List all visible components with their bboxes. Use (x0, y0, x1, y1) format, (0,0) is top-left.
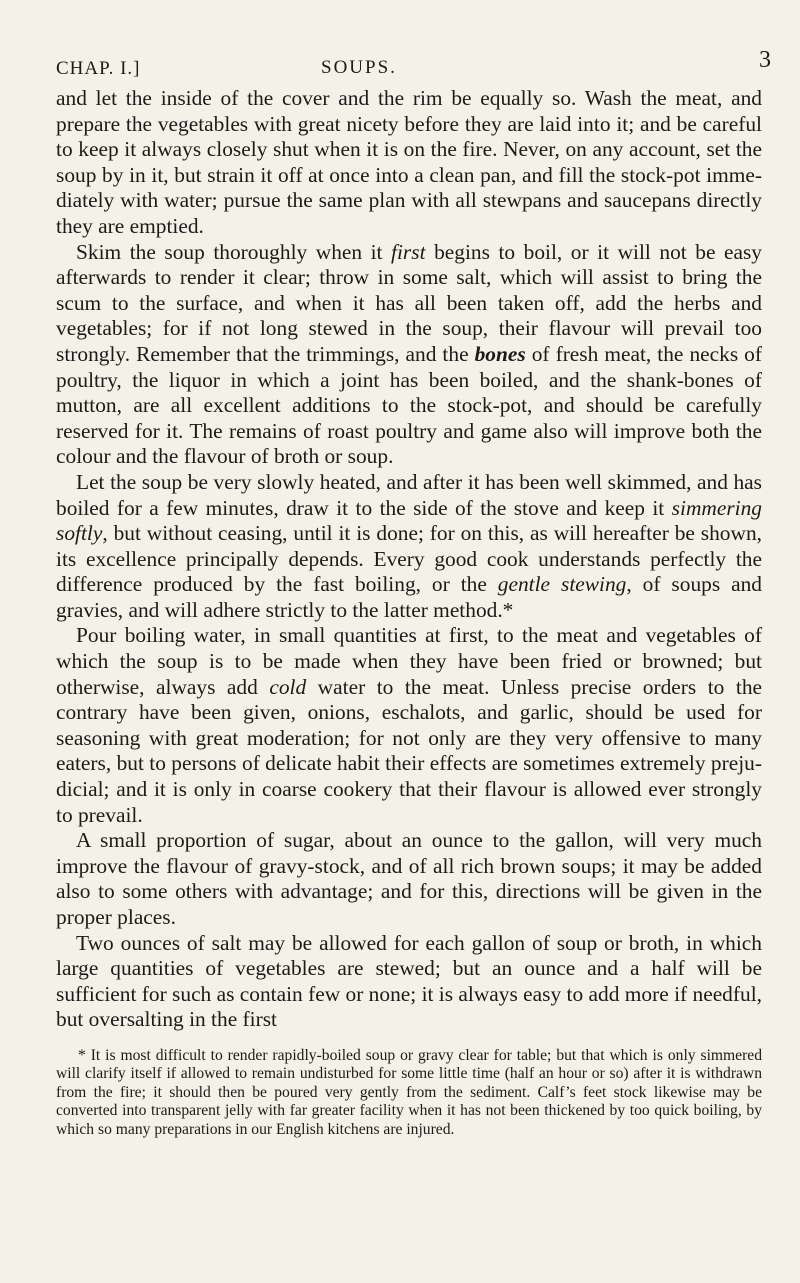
paragraph (56, 240, 762, 470)
paragraph (56, 828, 762, 930)
footnote-text: * It is most difficult to render rapidly-boiled soup or gravy clear for table; but that which is only simmered will clarify itself if allowed to remain undisturbed for some little time (half an hour or so) after it is withdrawn from the fire; it should then be poured very gently from the sediment. Calf’s feet stock likewise may be converted into transparent jelly with far greater facility when it has not been thickened by too quick boiling, by which so many preparations in our English kitchens are injured. (56, 1046, 762, 1138)
text-run: Pour boiling water, in small quantities at first, to the meat and vegetables of which the soup is to be made when they have been fried or browned; but otherwise, always add (56, 623, 762, 699)
text-run: and let the inside of the cover and the rim be equally so. Wash the meat, and prepare the vegetables with great nicety before they are laid into it; and be careful to keep it always closely shut when it is on the fire. Never, on any account, set the soup by in it, but strain it off at once into a clean pan, and fill the stock-pot immediately with water; pursue the same plan with all stewpans and saucepans directly they are emptied. (56, 86, 762, 238)
section-title: SOUPS. (321, 57, 397, 78)
footnote (56, 1047, 762, 1139)
text-run: of fresh meat, the necks of poultry, the liquor in which a joint has been boiled, and the shank-bones of mutton, are all excellent additions to the stock-pot, and should be carefully reserved for it. The remains of roast poultry and game also will improve both the colour and the flavour of broth or soup. (56, 341, 762, 469)
emphasis-text: bones (474, 341, 526, 366)
text-run: Skim the soup thoroughly when it (76, 239, 392, 264)
paragraph (56, 931, 762, 1033)
text-run: A small proportion of sugar, about an ounce to the gallon, will very much improve the flavour of gravy-stock, and of all rich brown soups; it may be added also to some others with advantage; and for this, directions will be given in the proper places. (56, 828, 762, 929)
book-page (56, 0, 772, 1139)
emphasis-text: simmering softly (56, 495, 762, 546)
paragraph (56, 86, 762, 240)
paragraph (56, 470, 762, 624)
paragraph (56, 623, 762, 828)
text-run: Two ounces of salt may be allowed for each gallon of soup or broth, in which large quantities of vegetables are stewed; but an ounce and a half will be sufficient for such as contain few or none; it is always easy to add more if needful, but oversalting in the first (56, 930, 762, 1032)
text-run: , but without ceasing, until it is done; for on this, as will hereafter be shown, its excellence principally depends. Every good cook understands perfectly the difference produced by the fast boiling, or the (56, 521, 762, 597)
main-text (56, 86, 762, 1033)
chapter-label: CHAP. I.] (56, 58, 141, 79)
text-run: begins to boil, or it will not be easy afterwards to render it clear; throw in some salt, which will assist to bring the scum to the surface, and when it has all been taken off, add the herbs and vegetables; for if not long stewed in the soup, their flavour will prevail too strongly. Remember that the trimmings, and the (56, 239, 762, 366)
text-run: , of soups and gravies, and will adhere strictly to the latter method.* (56, 572, 762, 622)
emphasis-text: cold (269, 674, 307, 699)
running-header (56, 0, 772, 86)
emphasis-text: gentle stewing (497, 572, 627, 597)
text-run: water to the meat. Unless precise orders to the contrary have been given, onions, eschalots, and garlic, should be used for seasoning with great moderation; for not only are they very offensive to many eaters, but to persons of delicate habit their effects are sometimes extremely prejudicial; and it is only in coarse cookery that their flavour is allowed ever strongly to prevail. (56, 674, 763, 827)
emphasis-text: first (391, 239, 426, 264)
text-run: Let the soup be very slowly heated, and after it has been well skimmed, and has boiled for a few minutes, draw it to the side of the stove and keep it (56, 469, 762, 520)
page-number: 3 (759, 47, 772, 73)
